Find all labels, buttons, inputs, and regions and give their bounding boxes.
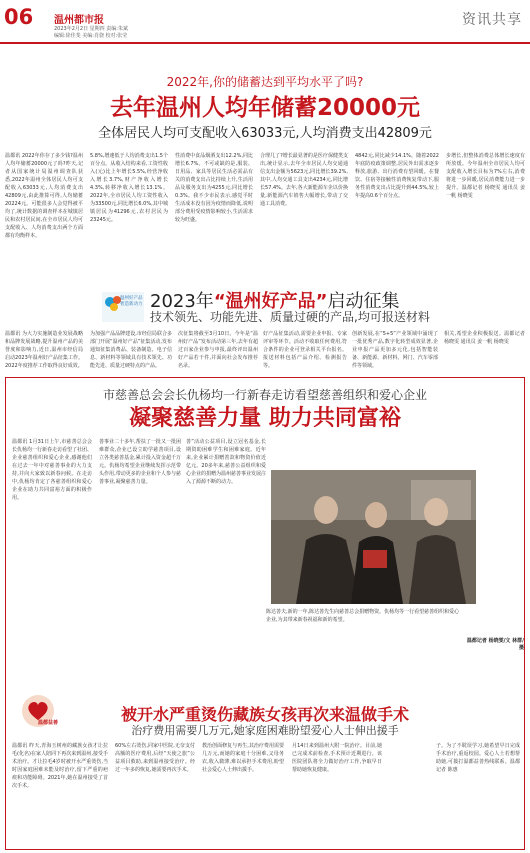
story2-deck: 技术领先、功能先进、质量过硬的产品,均可报送材料 (150, 310, 430, 324)
story4-column-4: 月14日来到温州大附一院治疗。目前,她已完成术前检查,手术预计近期进行。该医院团队将全力做好治疗工作,争取早日帮助她恢复健康。 (292, 743, 382, 773)
charity-visit-photo-illustration (271, 470, 476, 604)
story2-column-1: 温都讯 为大力实施制造业发展战略和品牌发展战略,提升温州产品的美誉度和影响力,近日,温州市经信局启动2023年温州好产品征集工作。2022年度推荐工作取得良好成效。 (5, 331, 83, 369)
story1-column-2: 5.8%,增速低于人均消费支出1.5个百分点。从收入结构来看,工资性收入(元)比上年增长5.5%,经营净收入增长3.7%,财产净收入增长4.3%,转移净收入增长13.1%。2022年,全市居民人均工资性收入为33500元,同比增长6.0%,其中城镇居民为41296元,农村居民为23245元。 (90, 153, 168, 223)
story3-headline: 凝聚慈善力量 助力共同富裕 (129, 406, 401, 431)
story1-subtitle: 2022年,你的储蓄达到平均水平了吗? (166, 75, 364, 89)
section-title: 资讯共享 (462, 12, 522, 28)
masthead (0, 0, 530, 44)
story1-deck: 全体居民人均可支配收入63033元,人均消费支出42809元 (98, 126, 432, 141)
issue-meta-line1: 2023年2月2日 星期四 责编:朱斌 (54, 26, 128, 32)
story4-column-5: 子。为了不耽误学习,她希望早日完成手术治疗,重返校园。爱心人士若想帮助她,可拨打温都益善热线联系。温都记者 陈惠 (436, 743, 520, 773)
story1-column-3: 性消费中食品烟酒支出12.2%,同比增长6.7%。不可或缺的是,服装、日用品、家具等居民生活必需品有关的消费支出占比持续上升,生活用品及服务支出为4255元,同比增长0.3%。我不少市民表示,感觉平时生活成本没有因为疫情而降低,说明部分费用受疫情影响较小,生活需求较为旺盛。 (175, 153, 253, 223)
page-number: 06 (4, 5, 34, 29)
story4-column-2: 60%左右烫伤,同家中医院,无奈支付高额的医疗费用,后经“天使之旅”公益项目救助,来到温州接受治疗。经过一年多的恢复,她需要再次手术。 (115, 743, 195, 773)
masthead-rule (0, 42, 530, 44)
story1-headline: 去年温州人均年储蓄20000元 (109, 95, 421, 121)
story2-column-4: 好产品征集活动,需要企业申报、专家评审等环节。活动不收取任何费用,符合条件的企业可登录相关平台报名。报送材料包括产品介绍、检测报告等。 (263, 331, 347, 369)
story3-column-1: 温都讯 1月31日上午,市慈善总会会长仇杨均一行新春走访看望了社团、企业慈善组织和爱心企业,感谢他们在过去一年中对慈善事业的大力支持,并向大家致以新春问候。在走访中,仇杨均肯定了各慈善组织和爱心企业在助力共同富裕方面的积极作用。 (12, 439, 92, 501)
story1-column-1: 温都讯 2022年你存了多少钱?温州人均年储蓄20000元了吗?昨天,记者从国家统计局温州调查队获悉,2022年温州全体居民人均可支配收入63033元,人均消费支出42809元,由此推算可得,人均储蓄20224元。可能很多人会觉得被平均了,统计数据的调查样本在城镇居民和农村居民间,在全市居民人均可支配收入、人均消费支出两个方面都有均衡样本。 (5, 153, 83, 239)
good-product-logo (102, 292, 144, 322)
story4-headline: 被开水严重烫伤藏族女孩再次来温做手术 (120, 705, 409, 724)
photo-caption: 陈达善夫,新的一年,陈达善先生向慈善总会捐赠物资。仇杨均等一行看望慈善组织和爱心企业,为其带来新春祝福和新的希望。 (266, 609, 460, 623)
story2-headline-suffix: 启动征集 (327, 291, 400, 312)
charity-visit-photo (271, 470, 476, 604)
story2-column-6: 相关,希望企业积极报送。温都记者 杨晓雯 通讯员 姜一帆 杨晓雯 (444, 331, 525, 345)
good-product-logo-text: 温州好产品 智造新动力 (120, 296, 143, 307)
story2-column-2: 为加强产品品牌建设,市经信局联合多部门开展“温州好产品”征集活动,发布通知征集消费品、装备制造、电子信息、新材料等领域具有技术领先、功能先进、质量过硬特点的产品。 (90, 331, 172, 369)
charity-badge-label: 温都益善 (38, 720, 59, 726)
story2-headline-quote: “温州好产品” (213, 291, 328, 312)
paper-name: 温州都市报 (54, 15, 104, 26)
story2-column-3: 次征集将截至3月10日。今年是“温州好产品”发布活动第三年,去年有超过百家企业参与申报,最终评出温州好产品若干件,并面向社会发布推荐名录。 (178, 331, 258, 369)
story3-subtitle: 市慈善总会会长仇杨均一行新春走访看望慈善组织和爱心企业 (102, 388, 427, 402)
story3-column-3: 善”活动公益项目,设立冠名基金,长期资助困难学生和困难家庭。近年来,企业累计捐赠善款和物资价值近亿元。20多年来,慈善公益组织和爱心企业的捐赠为温州慈善事业发展注入了源源不断的动力。 (186, 439, 266, 485)
story3-column-2: 善事业二十多年,帮扶了一批又一批困难群众,企业已设立助学慈善项目,设立各类慈善基金,累计投入资金超千万元。仇杨均希望企业继续发挥示范带头作用,带动更多的企业和个人参与慈善事业,凝聚慈善力量。 (99, 439, 181, 485)
story2-column-5: 创新发展,在“5+5”产业领域中涌现了一批优秀产品,数字化转型成效显著,企业申报产品更加多元化,包括智能装备、新能源、新材料、网门、汽车零部件等领域。 (352, 331, 438, 369)
issue-meta (54, 26, 174, 40)
story2-headline-prefix: 2023年 (150, 291, 214, 312)
story4-column-3: 教治创面修复与再生,其治疗费用需要几万元,而她的家庭十分困难,父母务农,收入微薄,难以承担手术费用,盼望社会爱心人士伸出援手。 (202, 743, 284, 773)
story1-column-5: 4842元,同比减少14.1%。随着2022年底防疫政策调整,居民外出需求逐步释放,旅游、出行消费有望回暖。在餐饮、住宿等接触性消费恢复带动下,服务性消费支出占比提升到44.5%,较上年提高0.6个百分点。 (355, 153, 439, 199)
story4-column-1: 温都讯 昨天,青海玉树州的藏族女孩才让拉毛(化名)在家人陪同下再次来到温州,接受手术治疗。才让拉毛4岁时被开水严重烫伤,当时因家庭困难未能及时治疗,留下严重的疤痕和功能障碍。2021年,她在温州接受了首次手术。 (12, 743, 108, 789)
story3-credit: 温都记者 杨晓雯/文 林群/摄 (466, 638, 524, 651)
story1-column-4: 合理几了?增长最显著的是医疗保健类支出,统计显示,去年全市居民人均交通通信支出金额为5623元,同比增长39.2%,其中,人均交通工具支出4234元,同比增长57.4%。去年,各大新能源车企以价换量,新能源汽车销售大幅增长,带动了交通工具消费。 (260, 153, 348, 207)
story1-column-6: 步增长,但整体消费总体增长速度有所放缓。今年温州全市居民人均可支配收入增长目标为7%左右,消费将进一步回暖,居民消费能力进一步提升。温都记者 杨晓雯 通讯员 姜一帆 杨晓雯 (446, 153, 525, 199)
issue-meta-line2: 编辑:徐佳斐 美编:肖骁 校对:张莹 (54, 33, 128, 39)
story4-deck: 治疗费用需要几万元,她家庭困难盼望爱心人士伸出援手 (131, 724, 399, 737)
